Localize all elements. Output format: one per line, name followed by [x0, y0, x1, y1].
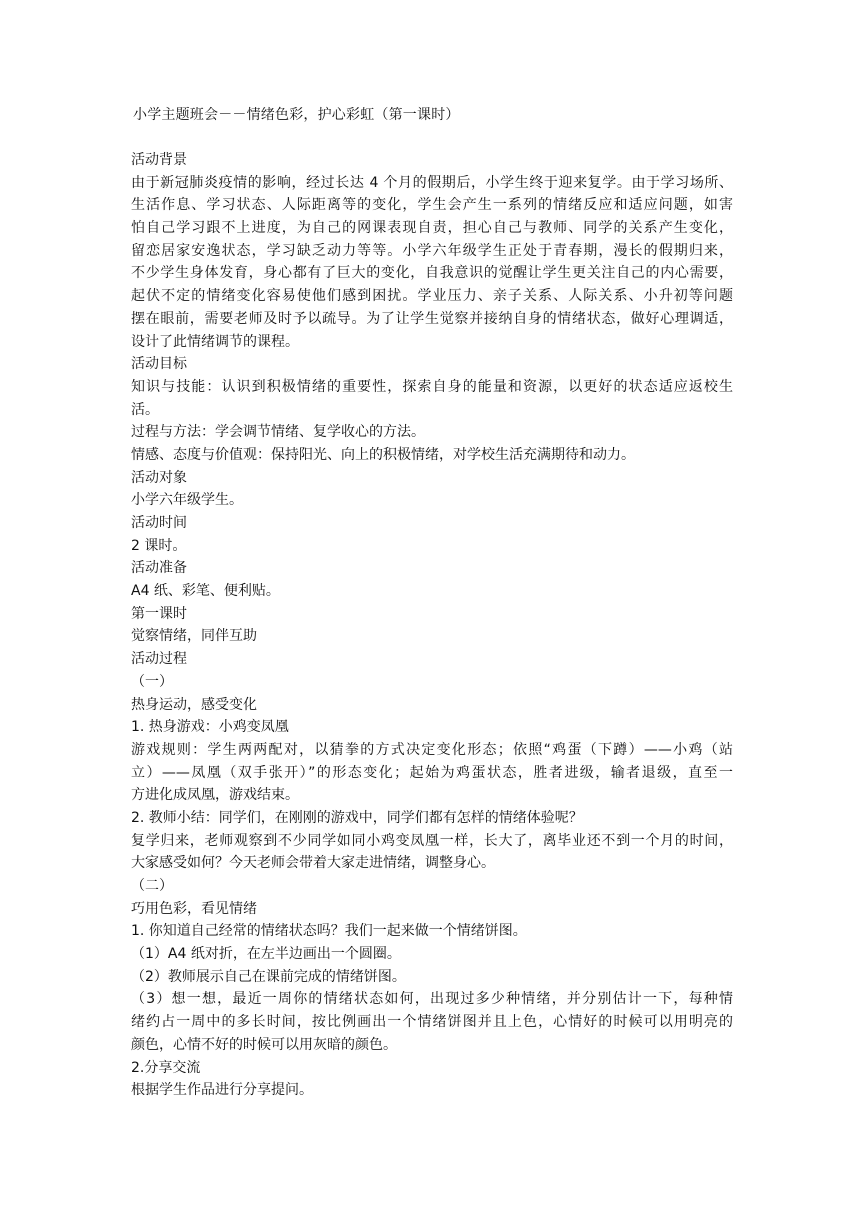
paragraph-line: 摆在眼前，需要老师及时予以疏导。为了让学生觉察并接纳自身的情绪状态，做好心理调适，	[131, 310, 733, 327]
paragraph-line: 生活作息、学习状态、人际距离等的变化，学生会产生一系列的情绪反应和适应问题，如害	[131, 197, 733, 214]
paragraph-line: （3）想一想，最近一周你的情绪状态如何，出现过多少种情绪，并分别估计一下，每种情	[131, 991, 733, 1008]
paragraph-line: 颜色，心情不好的时候可以用灰暗的颜色。	[131, 1036, 397, 1053]
paragraph-line: 知识与技能：认识到积极情绪的重要性，探索自身的能量和资源，以更好的状态适应返校生	[131, 378, 733, 395]
paragraph-line: 怕自己学习跟不上进度，为自己的网课表现自责，担心自己与教师、同学的关系产生变化，	[131, 220, 733, 237]
paragraph-line: 复学归来，老师观察到不少同学如同小鸡变凤凰一样，长大了，离毕业还不到一个月的时间，	[131, 832, 733, 849]
paragraph-line: 大家感受如何？今天老师会带着大家走进情绪，调整身心。	[131, 855, 495, 872]
paragraph-line: 留恋居家安逸状态，学习缺乏动力等等。小学六年级学生正处于青春期，漫长的假期归来，	[131, 242, 733, 259]
paragraph-line: （1）A4 纸对折，在左半边画出一个圆圈。	[131, 946, 401, 963]
paragraph-line: 情感、态度与价值观：保持阳光、向上的积极情绪，对学校生活充满期待和动力。	[131, 446, 635, 463]
section-heading: 活动准备	[131, 560, 187, 577]
paragraph-line: （二）	[131, 878, 173, 894]
paragraph-line: 设计了此情绪调节的课程。	[131, 333, 299, 350]
paragraph-line: 根据学生作品进行分享提问。	[131, 1082, 313, 1099]
paragraph-line: 1. 热身游戏：小鸡变凤凰	[131, 719, 289, 736]
paragraph-line: 热身运动，感受变化	[131, 696, 257, 713]
paragraph-line: 不少学生身体发育，身心都有了巨大的变化，自我意识的觉醒让学生更关注自己的内心需要，	[131, 265, 733, 282]
paragraph-line: 由于新冠肺炎疫情的影响，经过长达 4 个月的假期后，小学生终于迎来复学。由于学习场所、	[131, 174, 733, 191]
section-heading: 活动时间	[131, 515, 187, 531]
section-heading: 活动过程	[131, 651, 187, 668]
paragraph-line: 巧用色彩，看见情绪	[131, 900, 257, 917]
section-heading: 活动背景	[131, 152, 187, 168]
paragraph-line: 1. 你知道自己经常的情绪状态吗？我们一起来做一个情绪饼图。	[131, 923, 527, 940]
section-heading: 活动目标	[131, 356, 187, 373]
paragraph-line: 方进化成凤凰，游戏结束。	[131, 787, 299, 804]
section-heading: 第一课时	[131, 605, 187, 622]
document-title: 小学主题班会－－情绪色彩，护心彩虹（第一课时）	[133, 107, 460, 123]
paragraph-line: 小学六年级学生。	[131, 492, 243, 509]
paragraph-line: 过程与方法：学会调节情绪、复学收心的方法。	[131, 424, 425, 441]
paragraph-line: 觉察情绪，同伴互助	[131, 628, 257, 645]
paragraph-line: 起伏不定的情绪变化容易使他们感到困扰。学业压力、亲子关系、人际关系、小升初等问题	[131, 288, 733, 305]
paragraph-line: A4 纸、彩笔、便利贴。	[131, 583, 280, 600]
paragraph-line: （2）教师展示自己在课前完成的情绪饼图。	[131, 968, 406, 985]
paragraph-line: 活。	[131, 401, 159, 418]
section-heading: 活动对象	[131, 469, 187, 486]
paragraph-line: 2 课时。	[131, 537, 187, 554]
paragraph-line: 绪约占一周中的多长时间，按比例画出一个情绪饼图并且上色，心情好的时候可以用明亮的	[131, 1014, 733, 1031]
paragraph-line: 2.分享交流	[131, 1059, 201, 1076]
paragraph-line: 2. 教师小结：同学们，在刚刚的游戏中，同学们都有怎样的情绪体验呢？	[131, 809, 583, 826]
paragraph-line: 立）——凤凰（双手张开）”的形态变化；起始为鸡蛋状态，胜者进级，输者退级，直至一	[131, 764, 733, 781]
document-body	[131, 149, 733, 1102]
paragraph-line: 游戏规则：学生两两配对，以猜拳的方式决定变化形态；依照“鸡蛋（下蹲）——小鸡（站	[131, 741, 733, 758]
paragraph-line: （一）	[131, 673, 173, 690]
